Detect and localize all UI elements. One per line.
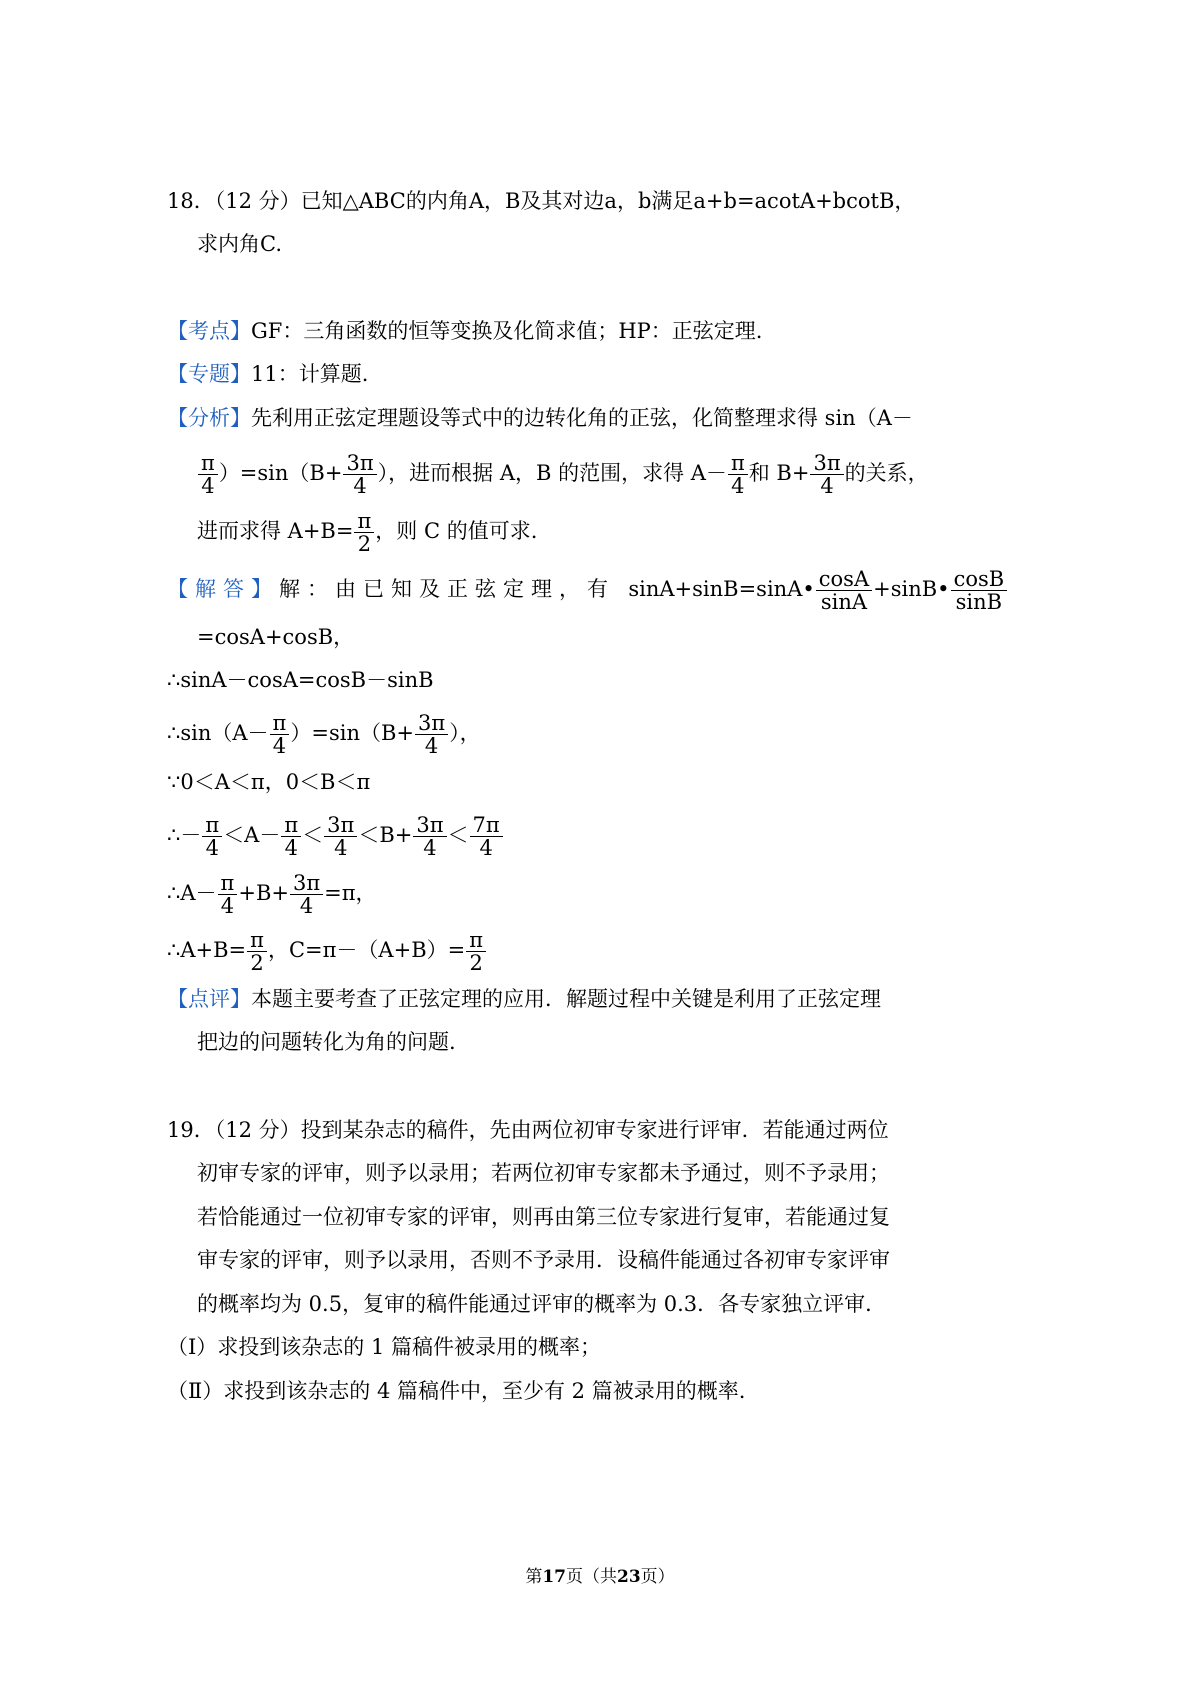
page-total: 23: [617, 1567, 641, 1587]
fraction-7pi-over-4: $\frac{7\pi}{4}$: [470, 814, 503, 859]
q18-line-1: 18．（12 分）已知△ABC的内角A，B及其对边a，b满足a+b=acotA+bcotB，: [167, 189, 916, 213]
fenxi-tag: 【分析】: [167, 406, 251, 430]
fraction-3pi-over-4: $\frac{3\pi}{4}$: [810, 452, 843, 497]
jieda-line-7: ∴A－ $\frac{\pi}{4}$ +B+ $\frac{3\pi}{4}$ =π，: [167, 871, 377, 918]
jieda-tag: 【解答】: [167, 577, 279, 601]
fenxi-line-1: [167, 403, 913, 433]
fraction-pi-over-4: $\frac{\pi}{4}$: [270, 712, 290, 757]
fraction-cosA-over-sinA: $\frac{\cos A}{\sin A}$: [816, 568, 872, 613]
fraction-pi-over-4: $\frac{\pi}{4}$: [218, 872, 238, 917]
page-number: 17: [542, 1567, 566, 1587]
kaodian-line: [167, 316, 762, 346]
q19-line-5: 的概率均为 0.5，复审的稿件能通过评审的概率为 0.3．各专家独立评审．: [197, 1292, 887, 1316]
jieda-line-8: ∴A+B= $\frac{\pi}{2}$ ，C=π－（A+B）= $\frac{\pi}{2}$: [167, 929, 487, 974]
fraction-pi-over-2: $\frac{\pi}{2}$: [247, 929, 267, 974]
dianping-line-1: 【点评】本题主要考查了正弦定理的应用．解题过程中关键是利用了正弦定理: [167, 987, 881, 1011]
jieda-line-5: ∵0＜A＜π，0＜B＜π: [167, 770, 371, 794]
kaodian-text: GF：三角函数的恒等变换及化简求值；HP：正弦定理.: [251, 319, 763, 343]
jieda-line-3: ∴sinA－cosA=cosB－sinB: [167, 668, 434, 692]
fraction-3pi-over-4: $\frac{3\pi}{4}$: [324, 814, 357, 859]
q19-line-1: 19．（12 分）投到某杂志的稿件，先由两位初审专家进行评审．若能通过两位: [167, 1118, 889, 1142]
fraction-3pi-over-4: $\frac{3\pi}{4}$: [413, 814, 446, 859]
q19-part-2: （Ⅱ）求投到该杂志的 4 篇稿件中，至少有 2 篇被录用的概率.: [167, 1379, 746, 1403]
q19-line-2: 初审专家的评审，则予以录用；若两位初审专家都未予通过，则不予录用；: [197, 1161, 890, 1185]
fraction-3pi-over-4: $\frac{3\pi}{4}$: [415, 712, 448, 757]
kaodian-tag: 【考点】: [167, 319, 251, 343]
jieda-line-4: ∴sin（A－ $\frac{\pi}{4}$ ）=sin（B+ $\frac{3\pi}{4}$ ），: [167, 711, 481, 758]
fenxi-line-2: $\frac{\pi}{4}$ ）=sin（B+ $\frac{3\pi}{4}$ ），进而根据 A，B 的范围，求得 A－ $\frac{\pi}{4}$ 和 B+ $\frac{3\pi}{4}$ 的关系，: [197, 452, 929, 497]
fenxi-text-1: 先利用正弦定理题设等式中的边转化角的正弦，化简整理求得 sin（A－: [251, 406, 913, 430]
q19-part-1: （Ⅰ）求投到该杂志的 1 篇稿件被录用的概率；: [167, 1335, 602, 1359]
q19-line-3: 若恰能通过一位初审专家的评审，则再由第三位专家进行复审，若能通过复: [197, 1205, 890, 1229]
jieda-line-1: 【解答】解：由已知及正弦定理，有 sinA+sinB=sinA• $\frac{\cos A}{\sin A}$ +sinB• $\frac{\cos B}{\sin B}$: [167, 568, 1008, 613]
fenxi-line-3: 进而求得 A+B= $\frac{\pi}{2}$ ，则 C 的值可求.: [197, 509, 538, 556]
fraction-pi-over-2: $\frac{\pi}{2}$: [466, 929, 486, 974]
q18-line-2: 求内角C.: [197, 232, 282, 256]
fraction-pi-over-4: $\frac{\pi}{4}$: [728, 452, 748, 497]
dianping-line-2: 把边的问题转化为角的问题.: [197, 1030, 456, 1054]
zhuanti-text: 11：计算题.: [251, 362, 369, 386]
fraction-pi-over-4: $\frac{\pi}{4}$: [202, 814, 222, 859]
fraction-pi-over-2: $\frac{\pi}{2}$: [354, 510, 374, 555]
zhuanti-tag: 【专题】: [167, 362, 251, 386]
dianping-tag: 【点评】: [167, 987, 251, 1011]
fraction-3pi-over-4: $\frac{3\pi}{4}$: [290, 872, 323, 917]
fraction-pi-over-4: $\frac{\pi}{4}$: [198, 452, 218, 497]
zhuanti-line: [167, 359, 368, 389]
q19-line-4: 审专家的评审，则予以录用，否则不予录用．设稿件能通过各初审专家评审: [197, 1248, 890, 1272]
fraction-pi-over-4: $\frac{\pi}{4}$: [281, 814, 301, 859]
jieda-line-2: =cosA+cosB，: [197, 625, 355, 649]
page-footer: 第17页（共23页）: [525, 1567, 675, 1587]
jieda-line-6: ∴－ $\frac{\pi}{4}$ ＜A－ $\frac{\pi}{4}$ ＜ $\frac{3\pi}{4}$ ＜B+ $\frac{3\pi}{4}$ ＜ $\frac{7\pi}{4}$: [167, 814, 504, 859]
fraction-cosB-over-sinB: $\frac{\cos B}{\sin B}$: [951, 568, 1008, 613]
fraction-3pi-over-4: $\frac{3\pi}{4}$: [343, 452, 376, 497]
